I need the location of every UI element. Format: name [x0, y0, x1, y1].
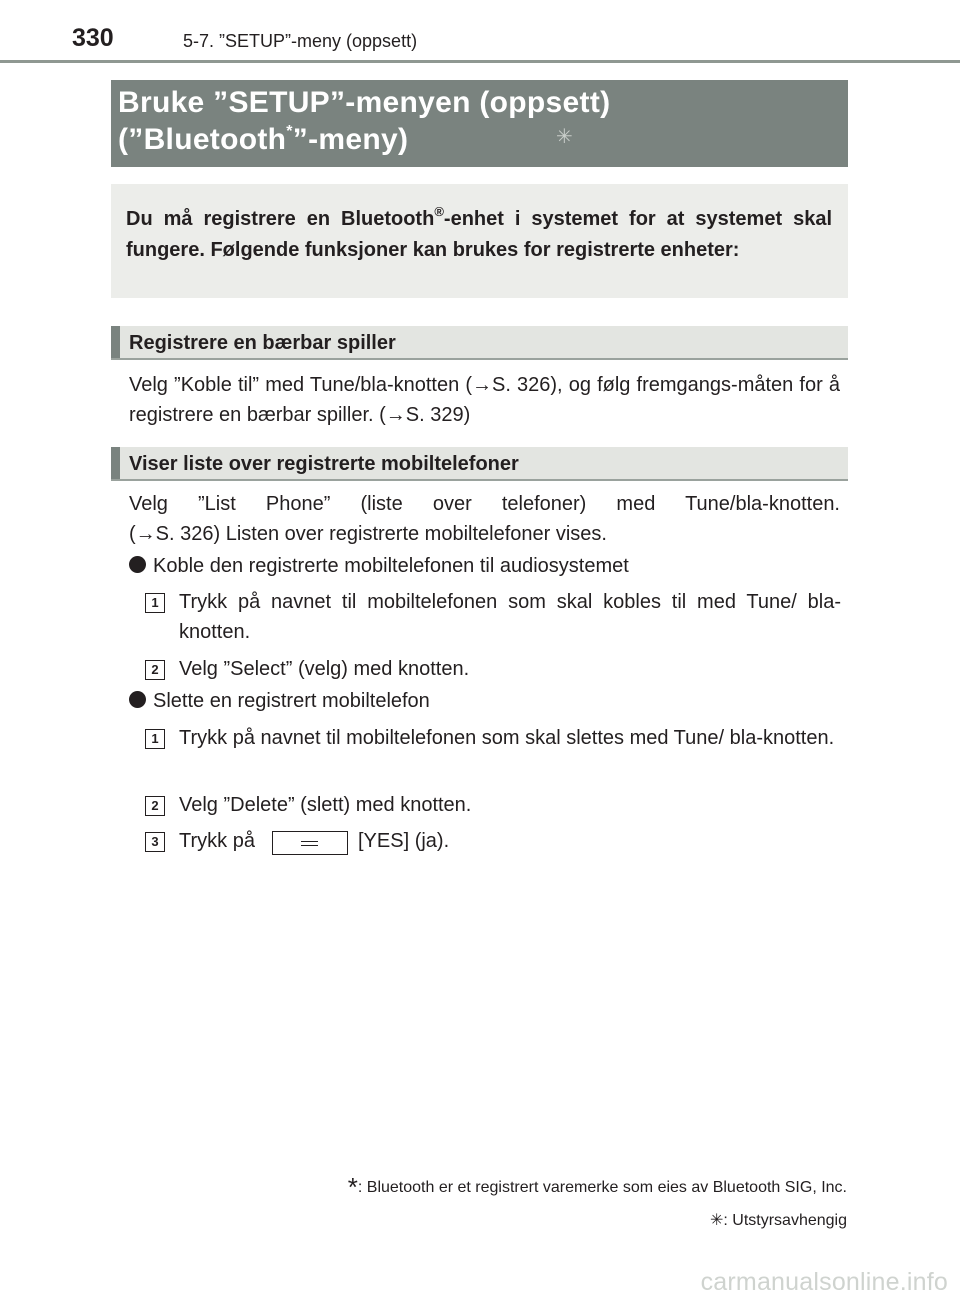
section2-paragraph-line2: (→S. 326) Listen over registrerte mobiltelefoner vises. [129, 523, 607, 545]
bullet-delete-phone [129, 686, 430, 716]
registered-mark: ® [434, 204, 444, 219]
bullet-connect-phone [129, 551, 629, 581]
step-text: Trykk på navnet til mobiltelefonen som skal kobles til med Tune/ bla-knotten. [179, 591, 841, 643]
asterisk-icon: * [347, 1172, 358, 1202]
intro-part: -enhet i systemet for at systemet skal fungere. Følgende funksjoner kan brukes for registrerte enheter: [126, 208, 832, 261]
page-title-box [111, 80, 848, 167]
heading-bar [111, 447, 120, 479]
step-text: Trykk på [179, 830, 255, 852]
step-text: Velg ”Delete” (slett) med knotten. [179, 794, 472, 816]
step-number: 2 [145, 660, 165, 680]
preset-button-icon [272, 831, 348, 855]
section-header: 5-7. ”SETUP”-meny (oppsett) [183, 31, 418, 51]
section2-paragraph-line1: Velg ”List Phone” (liste over telefoner) med Tune/bla-knotten. [129, 493, 840, 515]
section-heading-register-player [111, 326, 848, 360]
section-heading-label: Registrere en bærbar spiller [129, 332, 396, 354]
section-heading-label: Viser liste over registrerte mobiltelefoner [129, 453, 519, 475]
bullet-label: Slette en registrert mobiltelefon [153, 690, 430, 712]
title-text: ”-meny) [292, 123, 409, 156]
title-text: (”Bluetooth [118, 123, 287, 156]
page-title-line1: Bruke ”SETUP”-menyen (oppsett) [118, 86, 611, 119]
section1-paragraph: Velg ”Koble til” med Tune/bla-knotten (→S. 326), og følg fremgangs-måten for å registrere en bærbar spiller. (→S. 329) [129, 374, 840, 426]
step-text: Trykk på navnet til mobiltelefonen som skal slettes med Tune/ bla-knotten. [179, 727, 835, 749]
heading-bar [111, 326, 120, 358]
step-text: [YES] (ja). [358, 830, 450, 852]
page-title-line2 [118, 123, 408, 157]
section-heading-phone-list [111, 447, 848, 481]
bullet-icon [129, 556, 146, 573]
step-number: 1 [145, 593, 165, 613]
footnote-trademark [348, 1172, 847, 1203]
page-number: 330 [72, 24, 114, 52]
footnote-text: : Utstyrsavhengig [723, 1212, 847, 1229]
header-divider [0, 60, 960, 63]
footnote-equipment [710, 1210, 847, 1230]
intro-part: Du må registrere en Bluetooth [126, 208, 435, 230]
bullet-label: Koble den registrerte mobiltelefonen til audiosystemet [153, 555, 629, 577]
step-number: 3 [145, 832, 165, 852]
step-text: Velg ”Select” (velg) med knotten. [179, 658, 470, 680]
equipment-marker-icon: ✳ [556, 126, 573, 148]
equipment-marker-icon: ✳ [709, 1212, 724, 1229]
bullet-icon [129, 691, 146, 708]
footnote-text: : Bluetooth er et registrert varemerke som eies av Bluetooth SIG, Inc. [357, 1179, 847, 1196]
trademark-asterisk: * [286, 123, 293, 140]
step-number: 1 [145, 729, 165, 749]
step-number: 2 [145, 796, 165, 816]
watermark: carmanualsonline.info [700, 1268, 948, 1296]
intro-text [126, 196, 832, 266]
double-line-icon [301, 841, 318, 846]
intro-box [111, 184, 848, 298]
